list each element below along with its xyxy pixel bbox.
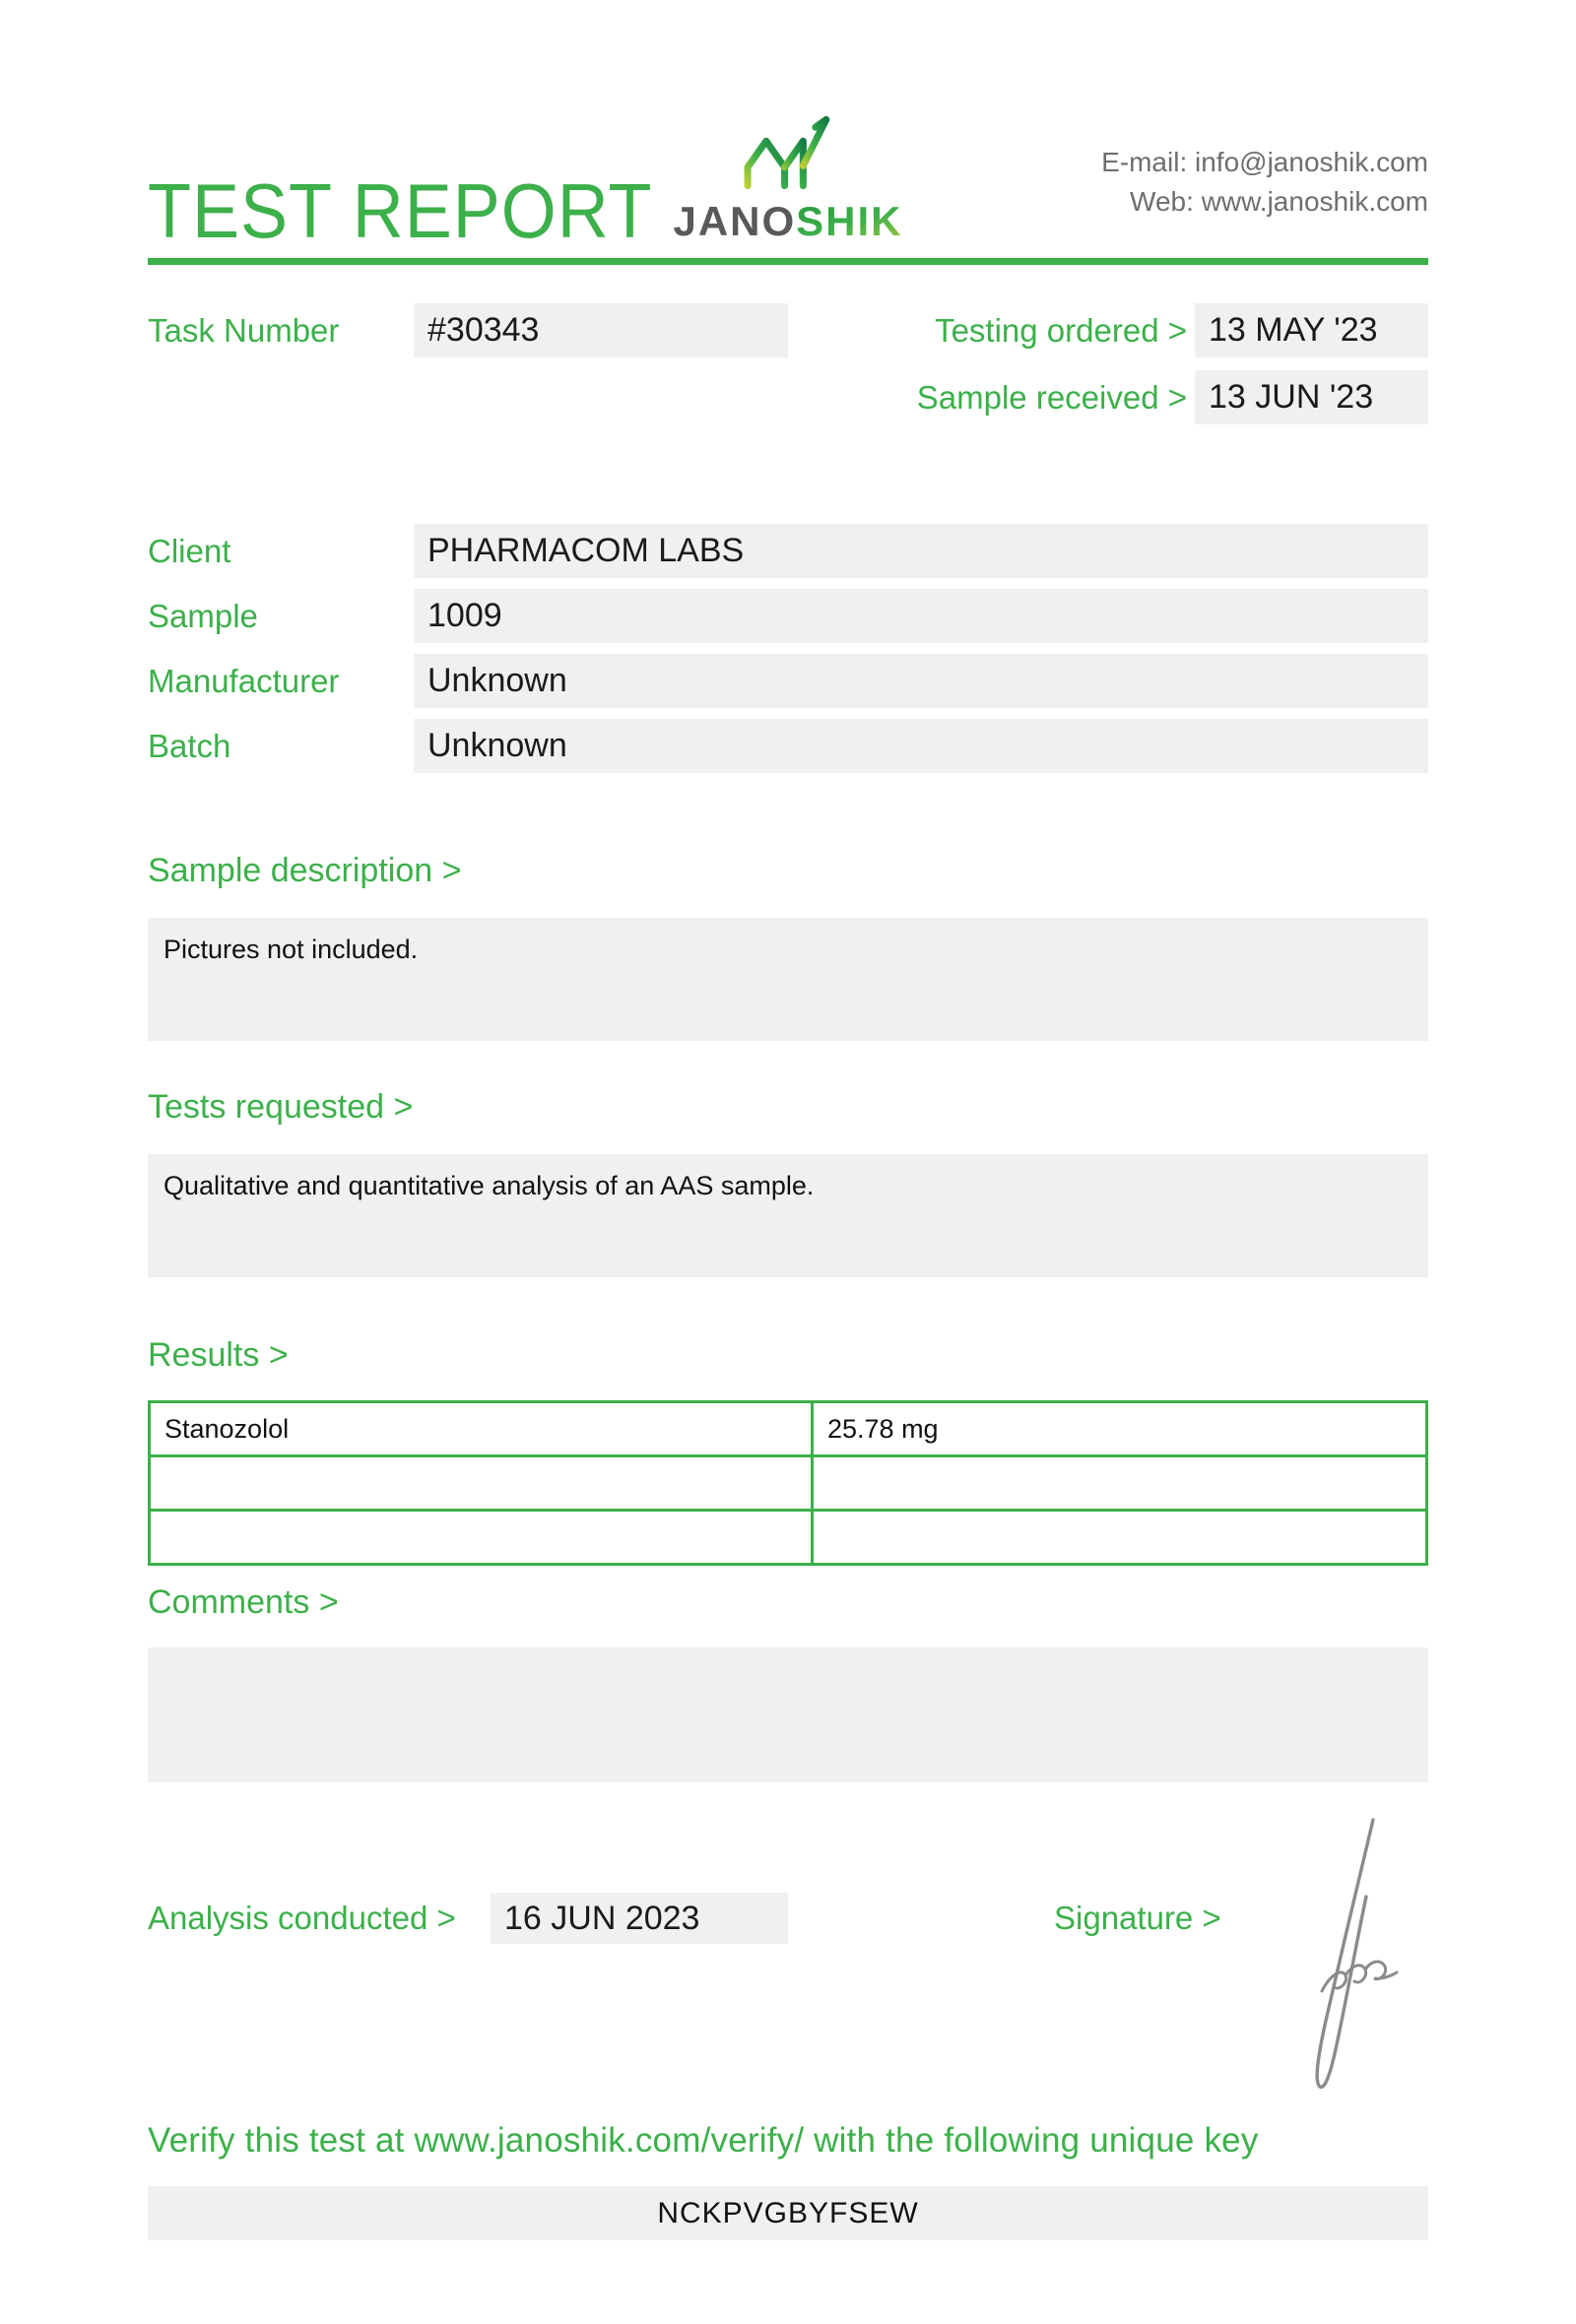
comments-box (148, 1647, 1428, 1782)
task-number-label: Task Number (148, 311, 340, 349)
analysis-conducted-label: Analysis conducted > (148, 1900, 456, 1936)
email-label: E-mail: (1101, 146, 1188, 177)
manufacturer-row (148, 654, 1428, 708)
batch-value: Unknown (414, 719, 1428, 773)
testing-ordered-row (891, 303, 1428, 357)
batch-label: Batch (148, 727, 231, 764)
manufacturer-value: Unknown (414, 654, 1428, 708)
testing-ordered-value: 13 MAY '23 (1195, 303, 1428, 357)
email-line (1101, 143, 1428, 183)
testing-ordered-label: Testing ordered > (935, 311, 1187, 349)
results-row-1 (150, 1402, 1427, 1456)
signature-label: Signature > (1054, 1900, 1221, 1936)
result-amount: 25.78 mg (813, 1402, 1427, 1456)
sample-row (148, 589, 1428, 643)
contact-block (1101, 143, 1428, 223)
result-substance-empty (150, 1456, 813, 1511)
signature-image (1271, 1812, 1401, 2099)
logo-wordmark (673, 198, 903, 244)
result-amount-empty (813, 1456, 1427, 1511)
verify-instruction: Verify this test at www.janoshik.com/verify/ with the following unique key (148, 2121, 1259, 2160)
header-divider (148, 258, 1428, 265)
sample-received-value: 13 JUN '23 (1195, 370, 1428, 424)
web-label: Web: (1130, 186, 1194, 218)
sample-description-heading: Sample description > (148, 852, 462, 889)
dates-group (891, 303, 1428, 437)
manufacturer-label: Manufacturer (148, 662, 340, 699)
comments-heading: Comments > (148, 1583, 339, 1621)
client-info (148, 524, 1428, 773)
result-amount-empty (813, 1511, 1427, 1565)
logo-text-shik: SHIK (796, 198, 903, 244)
batch-row (148, 719, 1428, 773)
sample-received-row (891, 370, 1428, 424)
chart-growth-icon (737, 110, 839, 195)
result-substance-empty (150, 1511, 813, 1565)
web-value: www.janoshik.com (1201, 186, 1428, 218)
sample-label: Sample (148, 597, 258, 634)
tests-requested-heading: Tests requested > (148, 1088, 414, 1126)
client-value: PHARMACOM LABS (414, 524, 1428, 578)
footer-row (148, 1893, 1428, 1944)
meta-row (148, 303, 1428, 437)
report-header (148, 0, 1428, 258)
results-row-3 (150, 1511, 1427, 1565)
web-line (1101, 182, 1428, 223)
page-title: TEST REPORT (148, 168, 653, 255)
verify-key-value: NCKPVGBYFSEW (148, 2186, 1428, 2240)
sample-description-box: Pictures not included. (148, 918, 1428, 1041)
analysis-date-value: 16 JUN 2023 (491, 1893, 788, 1944)
results-table (148, 1400, 1428, 1566)
client-label: Client (148, 532, 231, 569)
tests-requested-box: Qualitative and quantitative analysis of an AAS sample. (148, 1154, 1428, 1277)
results-heading: Results > (148, 1336, 289, 1374)
logo-text-jano: JANO (673, 198, 797, 244)
result-substance: Stanozolol (150, 1402, 813, 1456)
task-number-value: #30343 (414, 303, 788, 357)
janoshik-logo (673, 110, 902, 242)
task-number-group (148, 303, 788, 357)
sample-value: 1009 (414, 589, 1428, 643)
sample-received-label: Sample received > (916, 378, 1187, 416)
client-row (148, 524, 1428, 578)
email-value: info@janoshik.com (1195, 146, 1428, 177)
results-row-2 (150, 1456, 1427, 1511)
